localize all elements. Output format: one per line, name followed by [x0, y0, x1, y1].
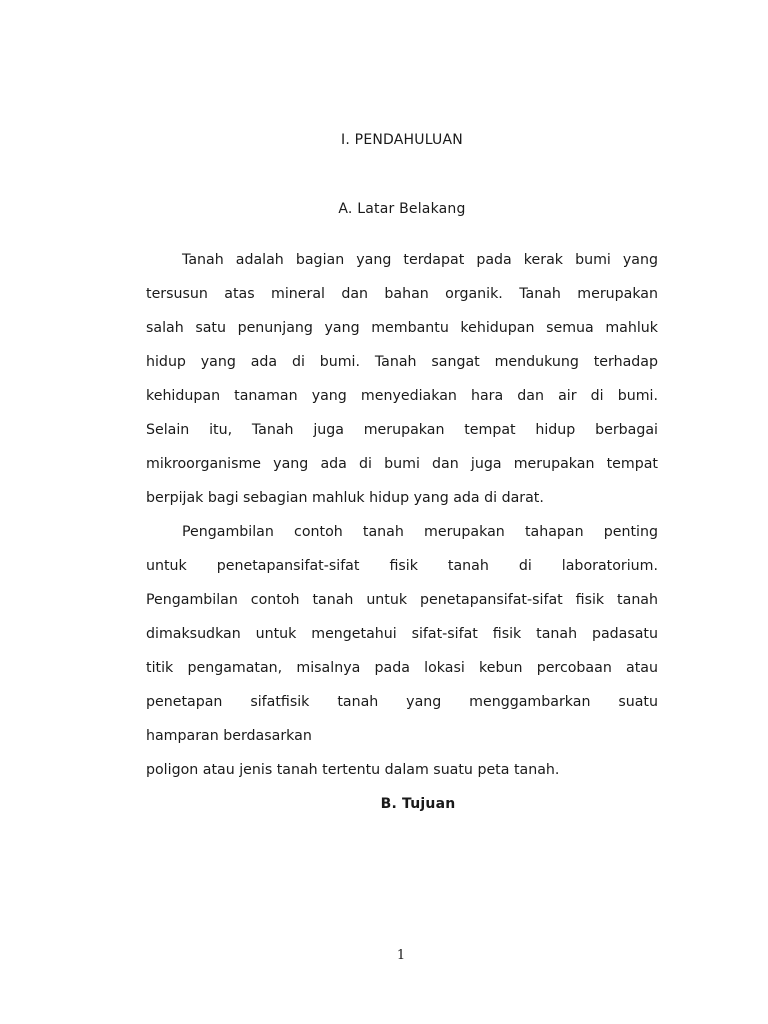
paragraph-line: untuk penetapansifat-sifat fisik tanah di laboratorium. [146, 558, 658, 574]
paragraph-line: penetapan sifatfisik tanah yang menggambarkan suatu [146, 694, 658, 710]
page-number: 1 [396, 948, 406, 963]
paragraph-line: titik pengamatan, misalnya pada lokasi kebun percobaan atau [146, 660, 658, 676]
paragraph-line: salah satu penunjang yang membantu kehidupan semua mahluk [146, 320, 658, 336]
paragraph-line: Pengambilan contoh tanah merupakan tahapan penting [182, 524, 658, 540]
paragraph-line: Tanah adalah bagian yang terdapat pada kerak bumi yang [182, 252, 658, 268]
paragraph-line: poligon atau jenis tanah tertentu dalam suatu peta tanah. [146, 762, 560, 778]
paragraph-line: dimaksudkan untuk mengetahui sifat-sifat fisik tanah padasatu [146, 626, 658, 642]
paragraph-line: mikroorganisme yang ada di bumi dan juga merupakan tempat [146, 456, 658, 472]
paragraph-line: kehidupan tanaman yang menyediakan hara dan air di bumi. [146, 388, 658, 404]
paragraph-line: hidup yang ada di bumi. Tanah sangat mendukung terhadap [146, 354, 658, 370]
chapter-title: I. PENDAHULUAN [341, 132, 463, 148]
paragraph-line: Selain itu, Tanah juga merupakan tempat hidup berbagai [146, 422, 658, 438]
section-b-heading: B. Tujuan [380, 796, 456, 812]
paragraph-line: hamparan berdasarkan [146, 728, 312, 744]
section-a-heading: A. Latar Belakang [338, 201, 466, 217]
paragraph-line: berpijak bagi sebagian mahluk hidup yang ada di darat. [146, 490, 544, 506]
paragraph-line: Pengambilan contoh tanah untuk penetapansifat-sifat fisik tanah [146, 592, 658, 608]
paragraph-line: tersusun atas mineral dan bahan organik. Tanah merupakan [146, 286, 658, 302]
